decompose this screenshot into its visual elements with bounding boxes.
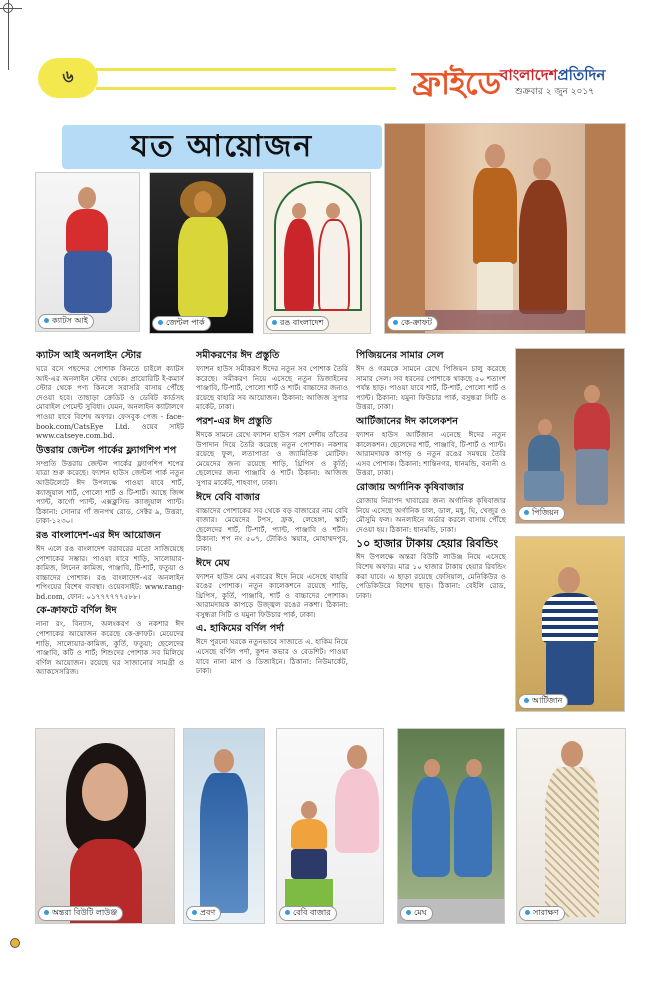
- registration-mark-bottom: [10, 938, 20, 948]
- article-a-hakim: ঈদে পুরনো ঘরকে নতুনভাবে সাজাতে এ. হাকিম নিয়ে এসেছে বর্ণিল পর্দা, কুশন কভার ও বেডশিট। পাওয়া যাবে নানা মাপ ও ডিজাইনে। ঠিকানা: নিউমার্কেট, ঢাকা।: [196, 637, 348, 676]
- article-pigeon: ঈদ ও গরমকে সামনে রেখে পিজিয়ন চালু করেছে সামার সেল। সব ধরনের পোশাকে থাকছে ৫০ শতাংশ পর্যন্ত ছাড়। পাওয়া যাবে শার্ট, টি-শার্ট, পোলো শার্ট ও প্যান্ট। ঠিকানা: যমুনা ফিউচার পার্ক, বসুন্ধরা সিটি ও উত্তরা, ঢাকা।: [356, 364, 506, 412]
- headline-hair-rebonding: ১০ হাজার টাকায় হেয়ার রিবন্ডিং: [356, 537, 499, 551]
- photo-sarakhon: [516, 728, 626, 924]
- article-rang-bangladesh: ঈদ এলে রঙ বাংলাদেশ বরাবরের মতো সাজিয়েছে পোশাকের সম্ভার। পাওয়া যাবে শাড়ি, সালোয়ার-কামিজ, লিনেন কামিজ, পাঞ্জাবি, টি-শার্ট, ফতুয়া ও বাচ্চাদের পোশাক। রঙ বাংলাদেশ-এর অনলাইন শপিংয়ের বিশেষ ব্যবস্থা। ওয়েবসাইট: www.rang-bd.com, ফোন: ০১৭৭৭৭৭৭৫৮৮।: [36, 543, 184, 601]
- headline-artisan: আর্টিজানের ঈদ কালেকশন: [356, 415, 458, 427]
- header-rule: [96, 68, 396, 90]
- caption-baby-bazar: বেবি বাজার: [279, 906, 337, 921]
- article-somikoron: ফ্যাশন হাউস সমীকরণ ঈদের নতুন সব পোশাক তৈরি করেছে। সমীকরণ নিয়ে এসেছে নতুন ডিজাইনের পাঞ্জাবি, টি-শার্ট, পোলো শার্ট ও শার্ট। বাচ্চাদের জন্যও রয়েছে বাহারি সব আয়োজন। ঠিকানা: আজিজ সুপার মার্কেট, ঢাকা।: [196, 364, 348, 412]
- caption-probon: প্রবণ: [186, 906, 221, 921]
- photo-probon: [183, 728, 265, 924]
- article-baby-bazar: বাচ্চাদের পোশাকের সব থেকে বড় বাজারের নাম বেবি বাজার। মেয়েদের টপস, ফ্রক, লেহেঙ্গা, স্কার্ট; ছেলেদের শার্ট, টি-শার্ট, প্যান্ট, পাঞ্জাবি ও শর্টস। ঠিকানা: শপ নং ৫০৭, টোকিও স্কয়ার, মোহাম্মদপুর, ঢাকা।: [196, 505, 348, 553]
- photo-k-craft: [384, 123, 626, 334]
- issue-date: শুক্রবার ২ জুন ২০১৭: [515, 87, 595, 97]
- article-megh: ফ্যাশন হাউস মেঘ এবারের ঈদে নিয়ে এসেছে বাহারি রঙের পোশাক। নতুন কালেকশনে রয়েছে শাড়ি, থ্রিপিস, কুর্তি, পাঞ্জাবি, শার্ট ও বাচ্চাদের পোশাক। আরামদায়ক কাপড়ে উজ্জ্বল রঙের নকশা। ঠিকানা: বসুন্ধরা সিটি ও যমুনা ফিউচার পার্ক, ঢাকা।: [196, 571, 348, 619]
- photo-rang-bangladesh: [263, 172, 371, 334]
- headline-somikoron: সমীকরণের ঈদ প্রস্তুতি: [196, 350, 280, 361]
- photo-gentle-park: [149, 172, 254, 334]
- caption-antara-beauty-lounge: অন্তরা বিউটি লাউঞ্জ: [38, 906, 123, 921]
- photo-artisan: [515, 536, 625, 712]
- caption-artisan: আর্টিজান: [518, 694, 568, 709]
- photo-pigeon: [515, 348, 625, 524]
- caption-rang-bangladesh: রঙ বাংলাদেশ: [266, 316, 329, 331]
- headline-a-hakim: এ. হাকিমের বর্ণিল পর্দা: [196, 623, 285, 635]
- photo-catseye: [35, 172, 140, 332]
- section-logo: ফ্রাইডে: [412, 64, 501, 102]
- caption-sarakhon: সারাক্ষণ: [519, 906, 565, 921]
- masthead-part2: প্রতিদিন: [557, 66, 606, 84]
- page-banner-title: যত আয়োজন: [62, 125, 382, 169]
- caption-k-craft: কে-ক্রাফট: [387, 316, 438, 331]
- article-porosh: ঈদকে সামনে রেখে ফ্যাশন হাউস পরশ দেশীয় তাঁতের উপাদান দিয়ে তৈরি করেছে নতুন পোশাক। নকশায় রয়েছে ফুল, লতাপাতা ও জ্যামিতিক মোটিফ। মেয়েদের জন্য রয়েছে শাড়ি, থ্রিপিস ও কুর্তি; ছেলেদের জন্য পাঞ্জাবি ও শার্ট। ঠিকানা: আজিজ সুপার মার্কেট, শাহবাগ, ঢাকা।: [196, 429, 348, 487]
- headline-organic-bazar: রোজায় অর্গানিক কৃষিবাজার: [356, 481, 464, 493]
- caption-megh: মেঘ: [400, 906, 433, 921]
- caption-catseye: ক্যাটস আই: [38, 314, 94, 329]
- masthead-part1: বাংলাদেশ: [500, 66, 558, 84]
- photo-baby-bazar: [276, 728, 384, 924]
- headline-rang-bangladesh: রঙ বাংলাদেশ-এর ঈদ আয়োজন: [36, 529, 161, 541]
- registration-mark-top: [3, 3, 13, 13]
- headline-gentle-park: উত্তরায় জেন্টল পার্কের ফ্ল্যাগশিপ শপ: [36, 444, 177, 456]
- article-artisan: ফ্যাশন হাউস আর্টিজান এনেছে ঈদের নতুন কালেকশন। ছেলেদের শার্ট, পাঞ্জাবি, টি-শার্ট ও প্যান্ট। আরামদায়ক কাপড় ও নতুন রঙের সমন্বয়ে তৈরি এসব পোশাক। ঠিকানা: শান্তিনগর, ধানমন্ডি, বনানী ও উত্তরা, ঢাকা।: [356, 429, 506, 478]
- photo-antara-beauty-lounge: [35, 728, 175, 924]
- caption-pigeon: পিজিয়ন: [518, 506, 565, 521]
- headline-catseye: ক্যাটস আই অনলাইন স্টোর: [36, 350, 142, 361]
- column-3: [356, 346, 506, 716]
- article-gentle-park: সম্প্রতি উত্তরায় জেন্টল পার্কের ফ্ল্যাগশিপ শপের যাত্রা শুরু করেছে। ফ্যাশন হাউস জেন্টল পার্ক নতুন আউটলেটে ঈদ উপলক্ষে পাওয়া যাবে শার্ট, ক্যাজুয়াল শার্ট, পোলো শার্ট ও টি-শার্ট। আছে জিন্স প্যান্ট, কার্গো প্যান্ট, এক্সক্লুসিভ ক্যাজুয়াল প্যান্ট। ঠিকানা: সোনার গাঁ জনপথ রোড, সেক্টর ৯, উত্তরা, ঢাকা-১২৩০।: [36, 458, 184, 526]
- article-hair-rebonding: ঈদ উপলক্ষে অন্তরা বিউটি লাউঞ্জ নিয়ে এসেছে বিশেষ অফার। মাত্র ১০ হাজার টাকায় হেয়ার রিবন্ডিং করা যাবে। এ ছাড়া রয়েছে ফেসিয়াল, মেনিকিউর ও পেডিকিউরে বিশেষ ছাড়। ঠিকানা: বেইলি রোড, ঢাকা।: [356, 552, 506, 600]
- headline-baby-bazar: ঈদে বেবি বাজার: [196, 491, 260, 503]
- photo-megh: [397, 728, 505, 924]
- article-k-craft: নানা রং, বিন্যাস, অলংকরণ ও নকশার ঈদ পোশাকের আয়োজন করেছে কে-ক্রাফট। মেয়েদের শাড়ি, সালোয়ার-কামিজ, কুর্তি, ফতুয়া; ছেলেদের পাঞ্জাবি, কটি ও শার্ট; শিশুদের পোশাক সব মিলিয়ে বর্ণিল আয়োজন। রয়েছে ঘর সাজানোর সামগ্রী ও অ্যাকসেসরিজ।: [36, 619, 184, 677]
- headline-megh: ঈদে মেঘ: [196, 557, 230, 569]
- article-catseye: ঘরে বসে পছন্দের পোশাক কিনতে চাইলে ক্যাটস আই-এর অনলাইন স্টোর থেকে। প্রায়োরিটি ই-কমার্স স্টোর থেকে পণ্য কিনলে সরাসরি বাসায় পৌঁছে দেওয়া হবে। তাছাড়া ক্রেডিট ও ডেবিট কার্ডসহ মোবাইল পেমেন্ট সুবিধা। যেমন, অনলাইন ক্যাটালগে পাওয়া যাবে বিশেষ অফার। ফেসবুক পেজ - face-book.com/CatsEye Ltd. ওয়েব সাইট www.catseye.com.bd.: [36, 364, 184, 441]
- article-organic-bazar: রোজায় নিরাপদ খাবারের জন্য অর্গানিক কৃষিবাজার নিয়ে এসেছে অর্গানিক চাল, ডাল, মধু, ঘি, খেজুর ও মৌসুমি ফল। অনলাইনে অর্ডার করলে বাসায় পৌঁছে দেওয়া হয়। ঠিকানা: ধানমন্ডি, ঢাকা।: [356, 495, 506, 534]
- headline-porosh: পরশ-এর ঈদ প্রস্তুতি: [196, 415, 273, 427]
- headline-pigeon: পিজিয়নের সামার সেল: [356, 350, 444, 361]
- headline-k-craft: কে-ক্রাফটে বর্ণিল ঈদ: [36, 605, 117, 617]
- page-number: ৬: [38, 58, 98, 98]
- caption-gentle-park: জেন্টল পার্ক: [152, 316, 211, 331]
